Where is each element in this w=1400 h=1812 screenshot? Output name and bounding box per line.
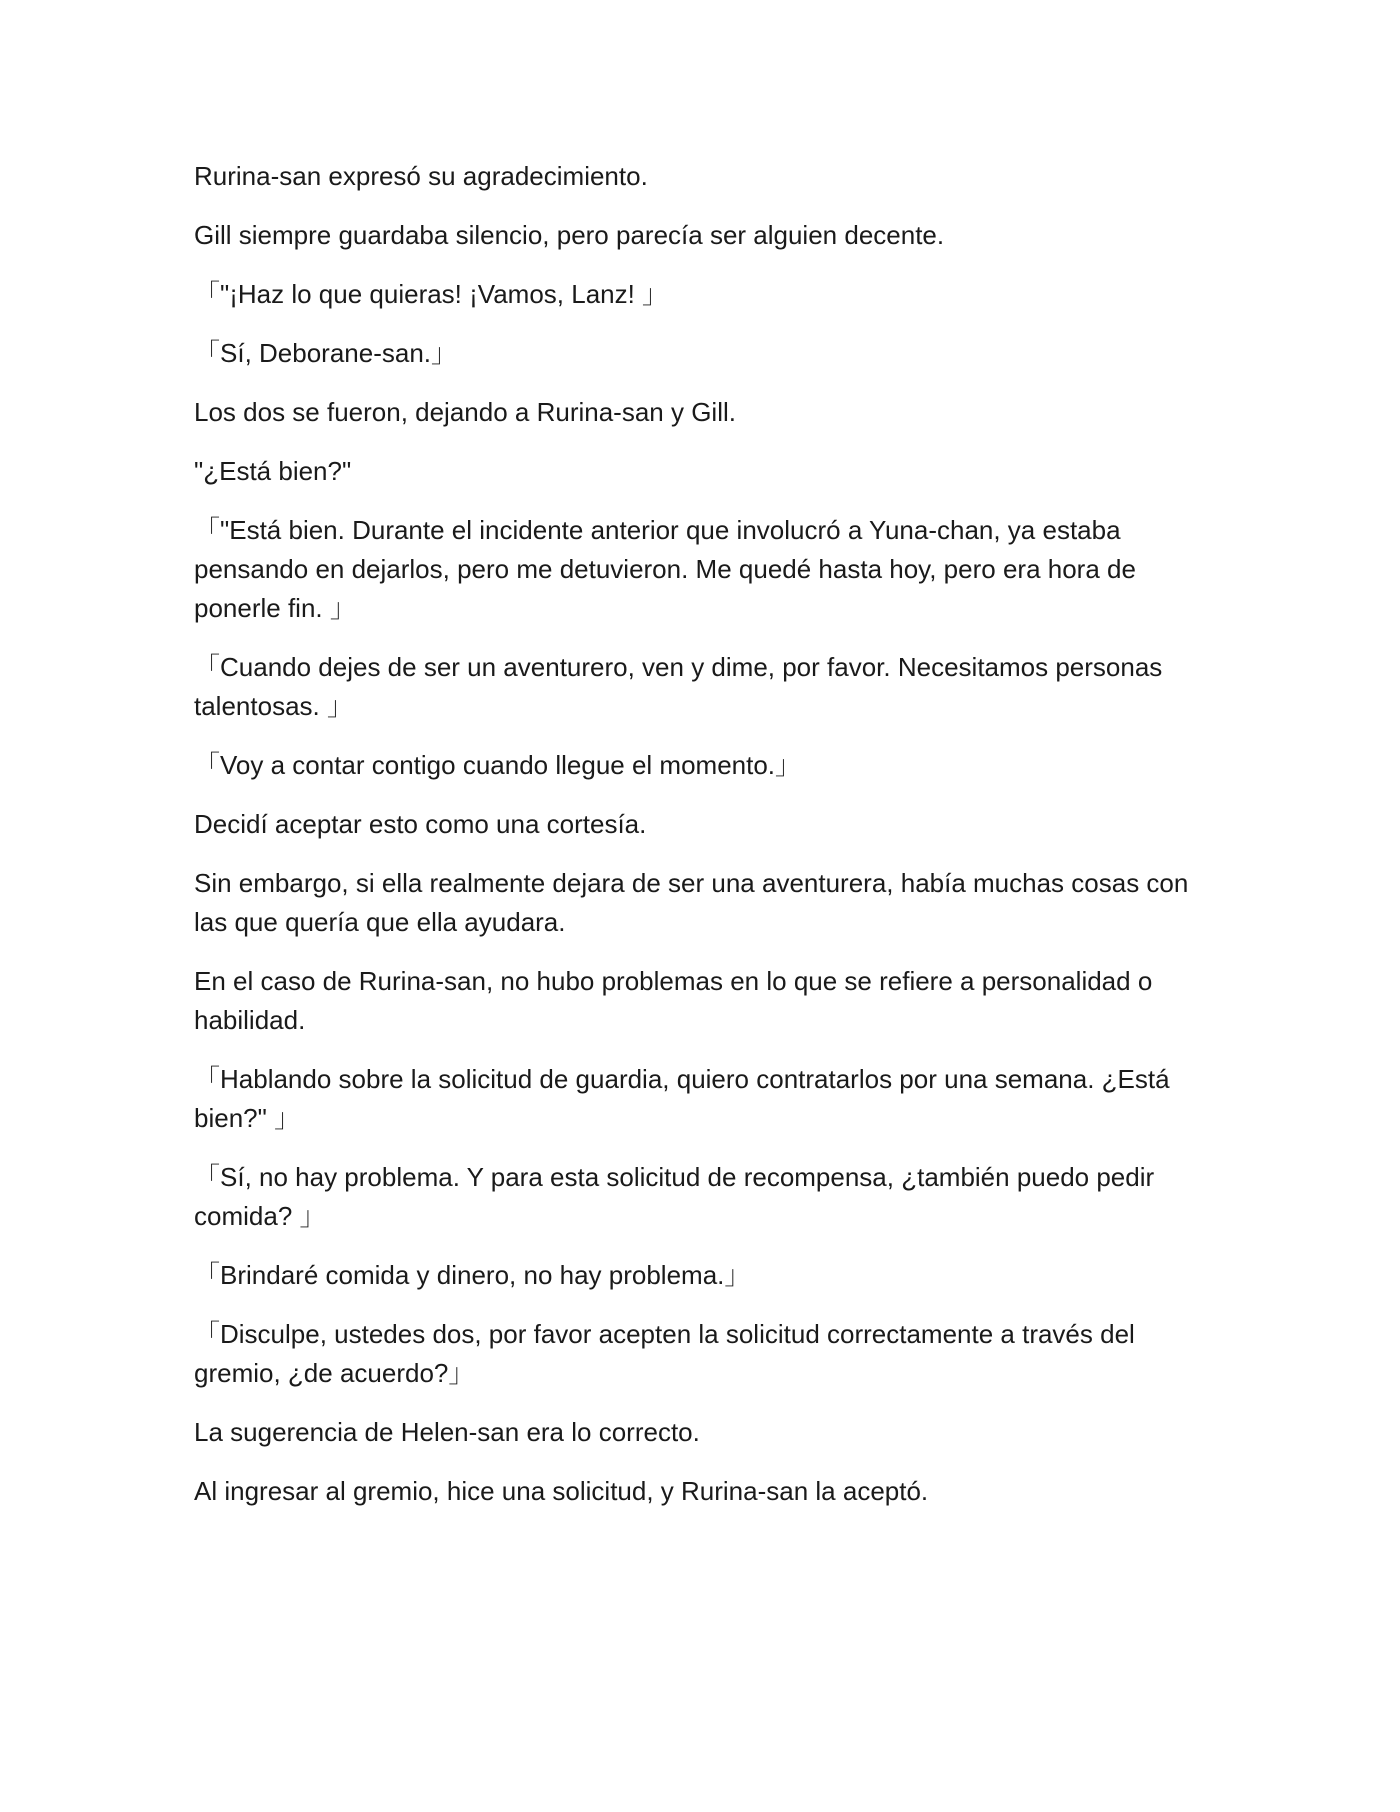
dialogue-line: "¿Está bien?" — [194, 456, 352, 486]
document-body — [194, 157, 1204, 1531]
dialogue-line: 「Sí, no hay problema. Y para esta solicitud de recompensa, ¿también puedo pedir comida? 」 — [194, 1162, 1162, 1231]
paragraph: Al ingresar al gremio, hice una solicitud, y Rurina-san la aceptó. — [194, 1476, 929, 1506]
dialogue-line: 「Hablando sobre la solicitud de guardia, quiero contratarlos por una semana. ¿Está bien?" 」 — [194, 1064, 1177, 1133]
dialogue-line: 「"Está bien. Durante el incidente anterior que involucró a Yuna-chan, ya estaba pensando en dejarlos, pero me detuvieron. Me quedé hasta hoy, pero era hora de ponerle fin. 」 — [194, 515, 1144, 623]
dialogue-line: 「"¡Haz lo que quieras! ¡Vamos, Lanz! 」 — [194, 279, 669, 309]
paragraph: La sugerencia de Helen-san era lo correcto. — [194, 1417, 700, 1447]
paragraph: Gill siempre guardaba silencio, pero parecía ser alguien decente. — [194, 220, 945, 250]
dialogue-line: 「Voy a contar contigo cuando llegue el momento.」 — [194, 750, 802, 780]
dialogue-line: 「Brindaré comida y dinero, no hay problema.」 — [194, 1260, 751, 1290]
dialogue-line: 「Sí, Deborane-san.」 — [194, 338, 458, 368]
dialogue-line: 「Cuando dejes de ser un aventurero, ven y dime, por favor. Necesitamos personas talentosas. 」 — [194, 652, 1170, 721]
paragraph: Sin embargo, si ella realmente dejara de ser una aventurera, había muchas cosas con las que quería que ella ayudara. — [194, 868, 1196, 937]
paragraph: Rurina-san expresó su agradecimiento. — [194, 161, 648, 191]
paragraph: Decidí aceptar esto como una cortesía. — [194, 809, 647, 839]
paragraph: En el caso de Rurina-san, no hubo problemas en lo que se refiere a personalidad o habilidad. — [194, 966, 1160, 1035]
dialogue-line: 「Disculpe, ustedes dos, por favor acepten la solicitud correctamente a través del gremio, ¿de acuerdo?」 — [194, 1319, 1143, 1388]
paragraph: Los dos se fueron, dejando a Rurina-san y Gill. — [194, 397, 736, 427]
